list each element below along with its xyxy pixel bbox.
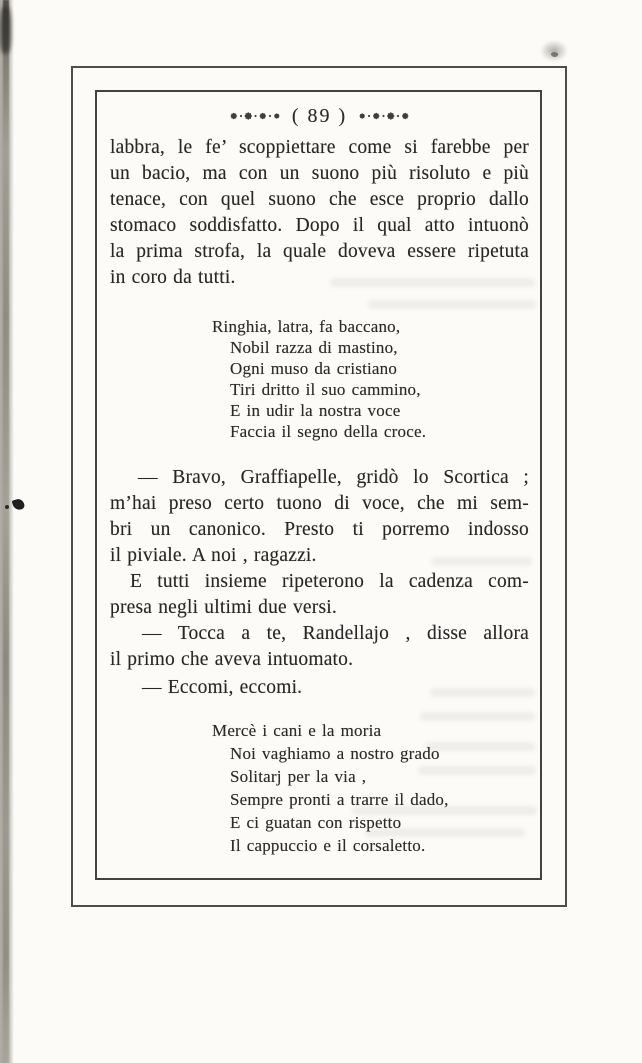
gutter-shadow-core bbox=[3, 0, 9, 1063]
verse-line: Solitarj per la via , bbox=[230, 767, 367, 786]
paragraph bbox=[110, 675, 529, 701]
verse-line: Mercè i cani e la moria bbox=[212, 721, 382, 740]
verse-stanza bbox=[212, 719, 532, 857]
text-line: stomaco soddisfatto. Dopo il qual atto intuonò bbox=[110, 215, 529, 236]
verse-line: E in udir la nostra voce bbox=[230, 401, 401, 420]
verse-stanza bbox=[212, 316, 532, 442]
text-line: un bacio, ma con un suono più risoluto e più bbox=[110, 163, 529, 184]
text-line: — Tocca a te, Randellajo , disse allora bbox=[142, 623, 529, 644]
verse-line: Tiri dritto il suo cammino, bbox=[230, 380, 421, 399]
floral-ornament-right-icon bbox=[354, 109, 412, 123]
paragraph bbox=[110, 465, 529, 569]
text-line: la prima strofa, la quale doveva essere ripetuta bbox=[110, 241, 529, 262]
verse-line: E ci guatan con rispetto bbox=[230, 813, 402, 832]
gutter-dark-patch bbox=[0, 6, 11, 54]
text-line: labbra, le fe’ scoppiettare come si farebbe per bbox=[110, 137, 529, 158]
text-line: m’hai preso certo tuono di voce, che mi sem- bbox=[110, 493, 529, 514]
paragraph bbox=[110, 135, 529, 291]
text-line: presa negli ultimi due versi. bbox=[110, 597, 337, 618]
text-line: bri un canonico. Presto ti porremo indosso bbox=[110, 519, 529, 540]
paragraph bbox=[110, 621, 529, 673]
verse-line: Noi vaghiamo a nostro grado bbox=[230, 744, 440, 763]
text-line: — Eccomi, eccomi. bbox=[142, 677, 303, 698]
text-line: in coro da tutti. bbox=[110, 267, 236, 288]
text-line: il primo che aveva intuomato. bbox=[110, 649, 354, 670]
verse-line: Nobil razza di mastino, bbox=[230, 338, 398, 357]
page-number: ( 89 ) bbox=[291, 104, 348, 127]
floral-ornament-left-icon bbox=[227, 109, 285, 123]
text-line: E tutti insieme ripeterono la cadenza com- bbox=[130, 571, 529, 592]
verse-line: Ringhia, latra, fa baccano, bbox=[212, 317, 401, 336]
verse-line: Il cappuccio e il corsaletto. bbox=[230, 836, 426, 855]
text-line: il piviale. A noi , ragazzi. bbox=[110, 545, 317, 566]
page-header bbox=[110, 102, 529, 130]
paragraph bbox=[110, 569, 529, 621]
text-line: tenace, con quel suono che esce proprio dallo bbox=[110, 189, 529, 210]
verse-line: Ogni muso da cristiano bbox=[230, 359, 398, 378]
ink-dot bbox=[5, 505, 9, 509]
verse-line: Faccia il segno della croce. bbox=[230, 422, 427, 441]
verse-line: Sempre pronti a trarre il dado, bbox=[230, 790, 449, 809]
text-line: — Bravo, Graffiapelle, gridò lo Scortica ; bbox=[138, 467, 529, 488]
bleed-through bbox=[368, 300, 536, 309]
